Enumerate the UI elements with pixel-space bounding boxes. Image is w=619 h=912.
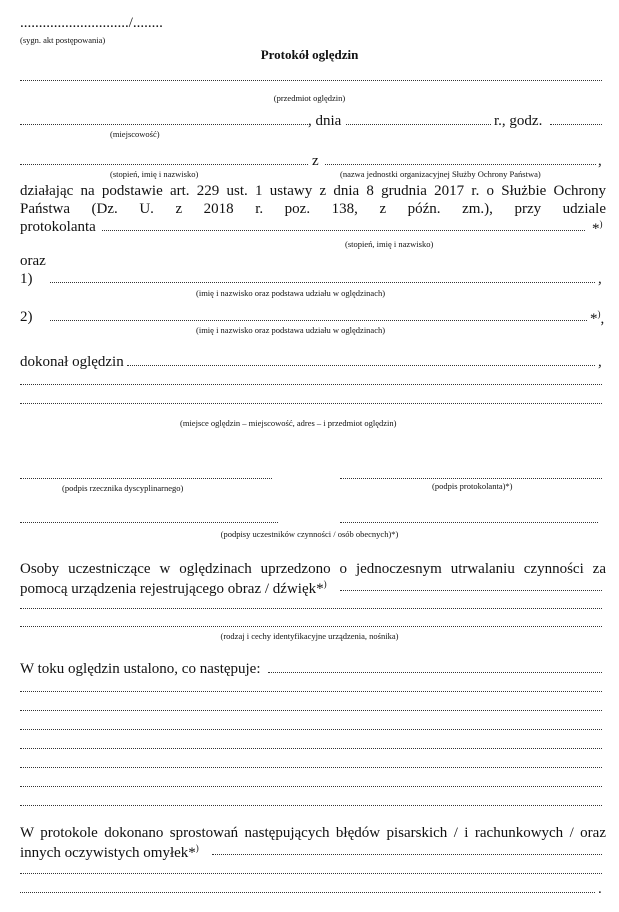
- corrections-line-2: [20, 844, 199, 861]
- case-number-label: (sygn. akt postępowania): [20, 35, 106, 45]
- participant-2-field[interactable]: [50, 320, 587, 321]
- star-text: *: [188, 845, 196, 861]
- corrections-field-1[interactable]: [212, 854, 602, 855]
- participant-1-label: (imię i nazwisko oraz podstawa udziału w oględzinach): [196, 288, 386, 298]
- recorder-star: [592, 220, 603, 237]
- subject-field[interactable]: [20, 80, 602, 81]
- location-field-3[interactable]: [20, 403, 602, 404]
- persons-line-2: [20, 580, 327, 597]
- officer-signature-field[interactable]: [20, 478, 272, 479]
- findings-field-8[interactable]: [20, 805, 602, 806]
- persons-line-2-text: pomocą urządzenia rejestrującego obraz / dźwięk: [20, 581, 317, 597]
- star-text: *: [592, 221, 600, 237]
- established-text: W toku oględzin ustalono, co następuje:: [20, 661, 261, 677]
- participant-1-comma: ,: [598, 271, 602, 287]
- acting-line-2: Państwa (Dz. U. z 2018 r. poz. 138, z późn. zm.), przy udziale: [20, 201, 606, 217]
- protokolanta-text: protokolanta: [20, 219, 96, 235]
- date-field[interactable]: [346, 124, 491, 125]
- participants-signature-field-2[interactable]: [340, 522, 598, 523]
- officer-field[interactable]: [20, 164, 308, 165]
- findings-field-1[interactable]: [268, 672, 602, 673]
- z-text: z: [312, 153, 319, 169]
- dnia-text: , dnia: [308, 113, 342, 129]
- subject-label: (przedmiot oględzin): [273, 93, 346, 103]
- location-field-2[interactable]: [20, 384, 602, 385]
- participants-signature-label: [0, 530, 619, 539]
- participants-signature-field-1[interactable]: [20, 522, 278, 523]
- participant-2-star: [590, 310, 604, 327]
- recorder-signature-label-text: (podpis protokolanta): [432, 481, 506, 491]
- sup-text: ): [195, 843, 199, 853]
- time-field[interactable]: [550, 124, 602, 125]
- sup-text: ): [323, 579, 327, 589]
- device-label: (rodzaj i cechy identyfikacyjne urządzenia, nośnika): [220, 631, 399, 641]
- place-field[interactable]: [20, 124, 308, 125]
- r-godz-text: r., godz.: [494, 113, 543, 129]
- participant-2-label: (imię i nazwisko oraz podstawa udziału w oględzinach): [196, 325, 386, 335]
- recorder-field[interactable]: [102, 230, 585, 231]
- device-field-2[interactable]: [20, 608, 602, 609]
- participants-signature-label-text: (podpisy uczestników czynności / osób obecnych): [220, 529, 392, 539]
- corrections-field-2[interactable]: [20, 873, 602, 874]
- case-number-dots: ............................./........: [20, 15, 163, 31]
- device-field-3[interactable]: [20, 626, 602, 627]
- sup-text: ): [597, 309, 601, 319]
- participant-1-field[interactable]: [50, 282, 595, 283]
- star-text: *: [590, 311, 598, 327]
- corrections-line-2-text: innych oczywistych omyłek: [20, 845, 189, 861]
- location-field-1[interactable]: [127, 365, 595, 366]
- document-title: Protokół oględzin: [260, 47, 359, 62]
- recorder-signature-field[interactable]: [340, 478, 602, 479]
- recorder-signature-label: [432, 482, 513, 491]
- officer-signature-label: (podpis rzecznika dyscyplinarnego): [62, 483, 184, 493]
- acting-line-1: działając na podstawie art. 229 ust. 1 ustawy z dnia 8 grudnia 2017 r. o Służbie Ochrony: [20, 183, 606, 199]
- sup-text: ): [599, 219, 603, 229]
- oraz-text: oraz: [20, 253, 46, 269]
- corrections-field-3[interactable]: [20, 892, 595, 893]
- findings-field-7[interactable]: [20, 786, 602, 787]
- device-field-1[interactable]: [340, 590, 602, 591]
- findings-field-6[interactable]: [20, 767, 602, 768]
- star-text: *: [316, 581, 324, 597]
- corrections-line-1: W protokole dokonano sprostowań następujących błędów pisarskich / i rachunkowych / oraz: [20, 825, 606, 841]
- unit-field[interactable]: [325, 164, 596, 165]
- findings-field-5[interactable]: [20, 748, 602, 749]
- findings-field-2[interactable]: [20, 691, 602, 692]
- persons-line-1: Osoby uczestniczące w oględzinach uprzedzono o jednoczesnym utrwalaniu czynności za: [20, 561, 606, 577]
- participant-1-number: 1): [20, 271, 33, 287]
- sup-text: ): [395, 529, 399, 539]
- place-label: (miejscowość): [110, 129, 160, 139]
- sup-text: ): [509, 481, 513, 491]
- location-comma: ,: [598, 354, 602, 370]
- findings-field-4[interactable]: [20, 729, 602, 730]
- dokonal-text: dokonał oględzin: [20, 354, 124, 370]
- comma-text: ,: [598, 153, 602, 169]
- star-text: *: [505, 481, 510, 491]
- recorder-label: (stopień, imię i nazwisko): [345, 239, 434, 249]
- location-label: (miejsce oględzin – miejscowość, adres – i przedmiot oględzin): [180, 418, 397, 428]
- comma-text: ,: [600, 311, 605, 327]
- participant-2-number: 2): [20, 309, 33, 325]
- unit-label: (nazwa jednostki organizacyjnej Służby Ochrony Państwa): [340, 169, 541, 179]
- final-dot: .: [598, 881, 602, 897]
- findings-field-3[interactable]: [20, 710, 602, 711]
- star-text: *: [391, 529, 396, 539]
- officer-label: (stopień, imię i nazwisko): [110, 169, 199, 179]
